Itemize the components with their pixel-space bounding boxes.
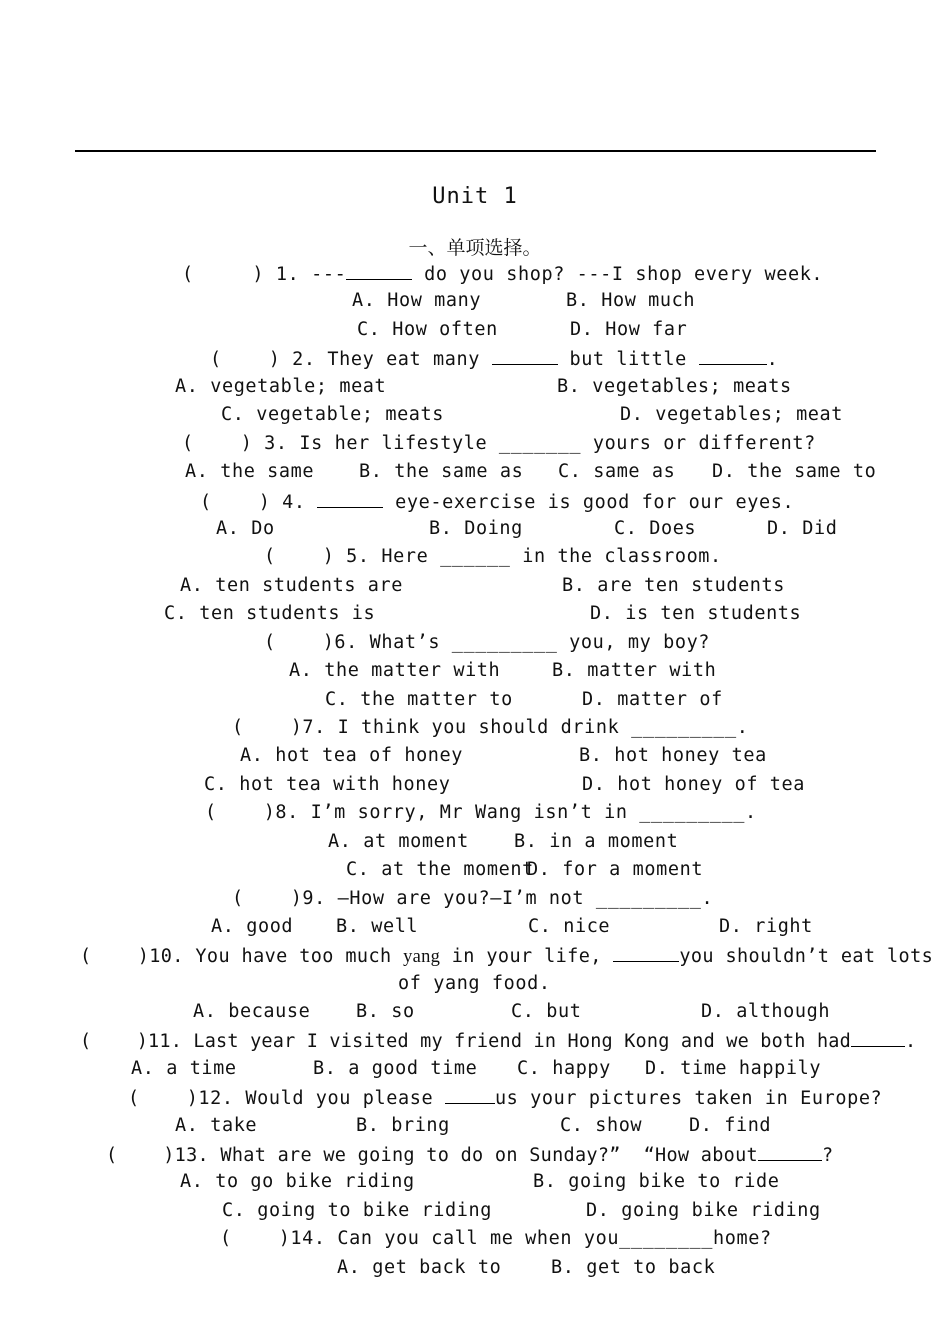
q3-option-a: A. the same	[185, 461, 315, 482]
header-rule	[75, 150, 876, 152]
answer-blank	[758, 1142, 822, 1161]
q9-option-c: C. nice	[528, 916, 611, 937]
q9-option-d: D. right	[719, 916, 813, 937]
question-12: ( )12. Would you please us your pictures taken in Europe?	[128, 1085, 882, 1109]
q11-option-d: D. time happily	[645, 1058, 822, 1079]
q3-option-b: B. the same as	[359, 461, 524, 482]
q8-option-b: B. in a moment	[514, 831, 679, 852]
q10-option-c: C. but	[511, 1001, 582, 1022]
answer-blank	[699, 346, 767, 365]
q8-option-a: A. at moment	[328, 831, 469, 852]
q1-option-c: C. How often	[357, 319, 498, 340]
answer-blank	[492, 346, 558, 365]
answer-blank	[317, 489, 383, 508]
question-13: ( )13. What are we going to do on Sunday?” “How about ?	[106, 1142, 833, 1166]
q6-option-d: D. matter of	[582, 689, 723, 710]
q2-option-c: C. vegetable; meats	[221, 404, 445, 425]
q2-option-b: B. vegetables; meats	[557, 376, 792, 397]
q2-option-d: D. vegetables; meat	[620, 404, 844, 425]
section-title: 一、单项选择。	[408, 237, 542, 259]
q1-option-b: B. How much	[566, 290, 696, 311]
q7-option-d: D. hot honey of tea	[582, 774, 806, 795]
question-7: ( )7. I think you should drink _________.	[232, 717, 749, 738]
q6-option-b: B. matter with	[552, 660, 717, 681]
question-10-continued: of yang food.	[398, 973, 551, 994]
question-4: ( ) 4. eye-exercise is good for our eyes.	[200, 489, 794, 513]
question-3: ( ) 3. Is her lifestyle _______ yours or different?	[182, 433, 816, 454]
q3-option-c: C. same as	[558, 461, 676, 482]
q5-option-d: D. is ten students	[590, 603, 802, 624]
q12-option-c: C. show	[560, 1115, 643, 1136]
q3-option-d: D. the same to	[712, 461, 877, 482]
q2-option-a: A. vegetable; meat	[175, 376, 387, 397]
q7-option-a: A. hot tea of honey	[240, 745, 464, 766]
q12-option-b: B. bring	[356, 1115, 450, 1136]
q11-option-a: A. a time	[131, 1058, 237, 1079]
q14-option-b: B. get to back	[551, 1257, 716, 1278]
q8-option-c: C. at the moment	[346, 859, 534, 880]
q14-option-a: A. get back to	[337, 1257, 502, 1278]
q9-option-b: B. well	[336, 916, 419, 937]
q13-option-a: A. to go bike riding	[180, 1171, 415, 1192]
q5-option-c: C. ten students is	[164, 603, 376, 624]
answer-blank	[346, 261, 412, 280]
question-11: ( )11. Last year I visited my friend in Hong Kong and we both had .	[80, 1028, 916, 1052]
q13-option-c: C. going to bike riding	[222, 1200, 492, 1221]
q6-option-a: A. the matter with	[289, 660, 501, 681]
q5-option-b: B. are ten students	[562, 575, 786, 596]
question-9: ( )9. —How are you?—I’m not _________.	[232, 888, 714, 909]
q13-option-b: B. going bike to ride	[533, 1171, 780, 1192]
q1-option-d: D. How far	[570, 319, 688, 340]
q6-option-c: C. the matter to	[325, 689, 513, 710]
q8-option-d: D. for a moment	[527, 859, 704, 880]
q9-option-a: A. good	[211, 916, 294, 937]
answer-blank	[851, 1028, 905, 1047]
q4-option-a: A. Do	[216, 518, 275, 539]
q1-option-a: A. How many	[352, 290, 482, 311]
q4-option-d: D. Did	[767, 518, 838, 539]
question-2: ( ) 2. They eat many but little .	[210, 346, 778, 370]
question-14: ( )14. Can you call me when you________home?	[220, 1228, 772, 1249]
question-6: ( )6. What’s _________ you, my boy?	[264, 632, 711, 653]
q7-option-c: C. hot tea with honey	[204, 774, 451, 795]
q13-option-d: D. going bike riding	[586, 1200, 821, 1221]
question-10: ( )10. You have too much yang in your life, you shouldn’t eat lots	[80, 943, 933, 967]
q10-option-a: A. because	[193, 1001, 311, 1022]
q12-option-a: A. take	[175, 1115, 258, 1136]
q4-option-c: C. Does	[614, 518, 697, 539]
q11-option-b: B. a good time	[313, 1058, 478, 1079]
q11-option-c: C. happy	[517, 1058, 611, 1079]
q5-option-a: A. ten students are	[180, 575, 404, 596]
q10-option-b: B. so	[356, 1001, 415, 1022]
q4-option-b: B. Doing	[429, 518, 523, 539]
page-title: Unit 1	[432, 184, 518, 209]
q10-option-d: D. although	[701, 1001, 831, 1022]
answer-blank	[613, 943, 679, 962]
question-1: ( ) 1. --- do you shop? ---I shop every week.	[182, 261, 823, 285]
question-8: ( )8. I’m sorry, Mr Wang isn’t in _________.	[205, 802, 757, 823]
question-5: ( ) 5. Here ______ in the classroom.	[264, 546, 722, 567]
answer-blank	[445, 1085, 495, 1104]
q7-option-b: B. hot honey tea	[579, 745, 767, 766]
q12-option-d: D. find	[689, 1115, 772, 1136]
